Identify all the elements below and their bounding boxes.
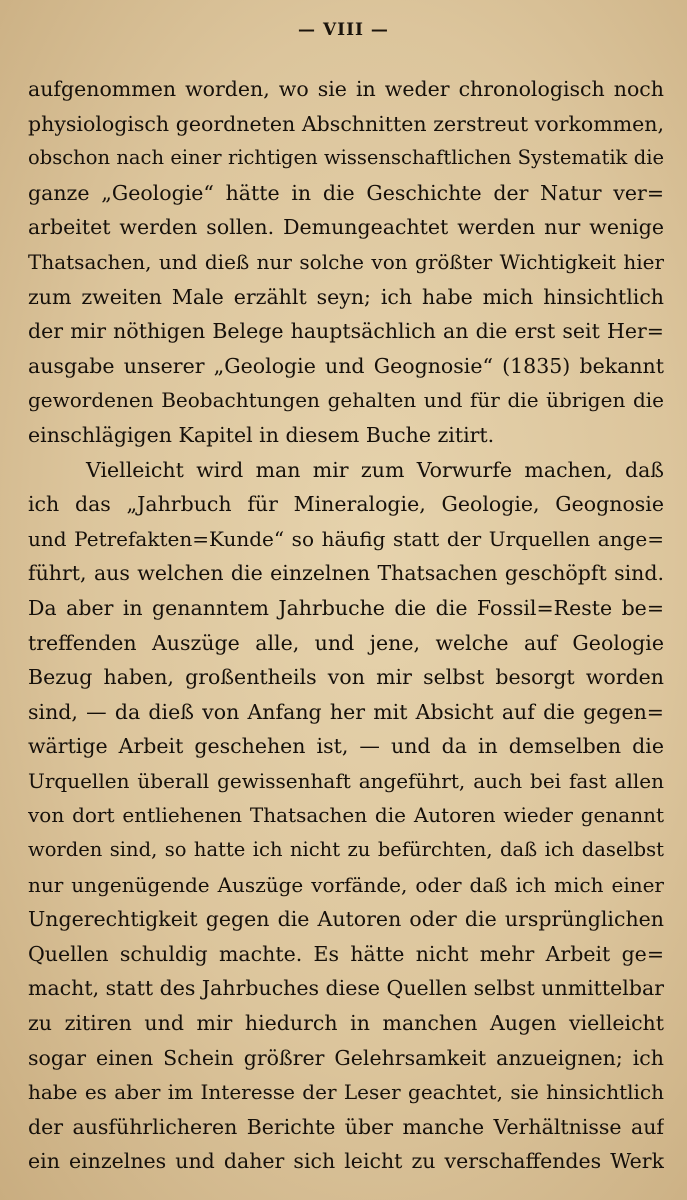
text-line: nur ungenügende Auszüge vorfände, oder daß ich mich einer bbox=[28, 872, 664, 897]
text-line: Quellen schuldig machte. Es hätte nicht mehr Arbeit ge= bbox=[28, 941, 664, 966]
text-line: sogar einen Schein größrer Gelehrsamkeit anzueignen; ich bbox=[28, 1045, 664, 1070]
text-line: ein einzelnes und daher sich leicht zu verschaffendes Werk bbox=[28, 1149, 664, 1174]
text-line: obschon nach einer richtigen wissenschaftlichen Systematik die bbox=[28, 146, 664, 170]
text-line: zu zitiren und mir hiedurch in manchen Augen vielleicht bbox=[28, 1011, 664, 1036]
text-line: zum zweiten Male erzählt seyn; ich habe mich hinsichtlich bbox=[28, 284, 664, 309]
text-line: Urquellen überall gewissenhaft angeführt, auch bei fast allen bbox=[28, 768, 664, 793]
text-line: arbeitet werden sollen. Demungeachtet werden nur wenige bbox=[28, 215, 664, 240]
text-line: und Petrefakten=Kunde“ so häufig statt der Urquellen ange= bbox=[28, 526, 664, 551]
text-line: Bezug haben, großentheils von mir selbst besorgt worden bbox=[28, 665, 664, 690]
text-line: aufgenommen worden, wo sie in weder chronologisch noch bbox=[28, 77, 664, 101]
text-line: ich das „Jahrbuch für Mineralogie, Geologie, Geognosie bbox=[28, 492, 664, 517]
text-line: Ungerechtigkeit gegen die Autoren oder die ursprünglichen bbox=[28, 907, 664, 932]
text-line: worden sind, so hatte ich nicht zu befürchten, daß ich daselbst bbox=[28, 838, 664, 862]
text-line: physiologisch geordneten Abschnitten zerstreut vorkommen, bbox=[28, 111, 664, 136]
text-line: Thatsachen, und dieß nur solche von größter Wichtigkeit hier bbox=[28, 249, 664, 274]
text-line: von dort entliehenen Thatsachen die Autoren wieder genannt bbox=[28, 803, 664, 828]
text-line: wärtige Arbeit geschehen ist, — und da in demselben die bbox=[28, 734, 664, 759]
text-line: ausgabe unserer „Geologie und Geognosie“ (1835) bekannt bbox=[28, 353, 664, 378]
text-line: führt, aus welchen die einzelnen Thatsachen geschöpft sind. bbox=[28, 561, 664, 586]
text-line: der mir nöthigen Belege hauptsächlich an die erst seit Her= bbox=[28, 319, 664, 344]
text-line: sind, — da dieß von Anfang her mit Absicht auf die gegen= bbox=[28, 699, 664, 724]
text-line: gewordenen Beobachtungen gehalten und für die übrigen die bbox=[28, 388, 664, 413]
text-line: treffenden Auszüge alle, und jene, welche auf Geologie bbox=[28, 630, 664, 655]
page-number-header: — VIII — bbox=[298, 20, 389, 40]
text-line: ganze „Geologie“ hätte in die Geschichte der Natur ver= bbox=[28, 180, 664, 205]
text-line: macht, statt des Jahrbuches diese Quellen selbst unmittelbar bbox=[28, 976, 664, 1001]
text-line: Da aber in genanntem Jahrbuche die die Fossil=Reste be= bbox=[28, 595, 664, 620]
body-text bbox=[28, 72, 664, 1179]
text-line: der ausführlicheren Berichte über manche Verhältnisse auf bbox=[28, 1114, 664, 1139]
text-line: Vielleicht wird man mir zum Vorwurfe machen, daß bbox=[86, 457, 664, 482]
text-line: einschlägigen Kapitel in diesem Buche zitirt. bbox=[28, 422, 495, 447]
text-line: habe es aber im Interesse der Leser geachtet, sie hinsichtlich bbox=[28, 1080, 664, 1105]
